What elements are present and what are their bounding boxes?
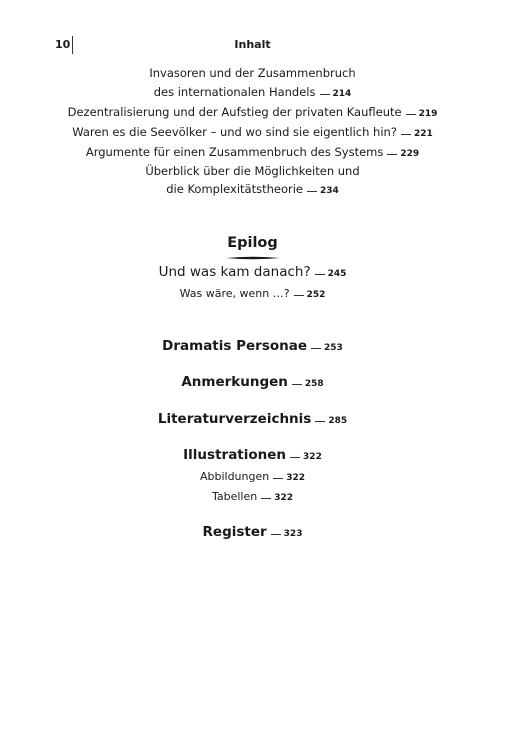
toc-section-title: Literaturverzeichnis xyxy=(157,411,312,427)
toc-page-number: 252 xyxy=(306,290,326,300)
toc-entry-text: Tabellen xyxy=(211,490,258,503)
leader-dash xyxy=(311,348,321,349)
running-head: Inhalt xyxy=(234,38,271,51)
toc-entry-text: Argumente für einen Zusammenbruch des Systems xyxy=(85,145,384,159)
page-number: 10 xyxy=(55,38,71,51)
toc-entry-text: die Komplexitätstheorie xyxy=(166,182,303,196)
toc-page-number: 322 xyxy=(286,473,306,483)
leader-dash xyxy=(307,191,317,192)
toc-section-register[interactable] xyxy=(0,524,505,540)
toc-entry-text: Überblick über die Möglichkeiten und xyxy=(145,164,360,178)
toc-entry-tabellen[interactable] xyxy=(0,490,505,503)
toc-entry-text: Und was kam danach? xyxy=(158,264,311,280)
toc-section-title: Register xyxy=(202,524,267,540)
toc-page-number: 285 xyxy=(328,416,348,426)
toc-section-illustrationen[interactable] xyxy=(0,447,505,463)
toc-entry-abbildungen[interactable] xyxy=(0,470,505,483)
toc-section-dramatis-personae[interactable] xyxy=(0,338,505,354)
toc-entry-ueberblick-line2[interactable] xyxy=(0,182,505,196)
epilog-title: Epilog xyxy=(227,235,278,251)
toc-section-title: Illustrationen xyxy=(183,447,287,463)
toc-entry-text: Waren es die Seevölker – und wo sind sie eigentlich hin? xyxy=(72,125,397,139)
toc-entry-argumente[interactable] xyxy=(0,145,505,159)
leader-dash xyxy=(315,421,325,422)
leader-dash xyxy=(401,134,411,135)
toc-entry-text: Abbildungen xyxy=(199,470,270,483)
toc-page-number: 322 xyxy=(274,493,294,503)
toc-page-number: 258 xyxy=(304,379,324,389)
leader-dash xyxy=(292,384,302,385)
leader-dash xyxy=(387,154,397,155)
leader-dash xyxy=(261,498,271,499)
ornament-swash xyxy=(226,256,280,260)
toc-page-number: 322 xyxy=(303,452,322,462)
toc-entry-text: des internationalen Handels xyxy=(153,85,316,99)
toc-page-number: 221 xyxy=(413,129,433,139)
toc-entry-text: Was wäre, wenn …? xyxy=(179,287,290,300)
toc-entry-text: Dezentralisierung und der Aufstieg der privaten Kaufleute xyxy=(67,105,402,119)
leader-dash xyxy=(290,457,300,458)
toc-entry-invasoren-line1[interactable] xyxy=(0,66,505,80)
toc-entry-dezentralisierung[interactable] xyxy=(0,105,505,119)
leader-dash xyxy=(273,478,283,479)
toc-page-number: 229 xyxy=(400,149,420,159)
toc-page-number: 253 xyxy=(324,343,343,353)
toc-page-number: 234 xyxy=(319,186,339,196)
leader-dash xyxy=(406,114,416,115)
toc-page-number: 214 xyxy=(332,89,352,99)
epilog-heading[interactable] xyxy=(0,235,505,251)
toc-entry-und-was-kam-danach[interactable] xyxy=(0,264,505,280)
toc-section-title: Dramatis Personae xyxy=(162,338,308,354)
toc-page-number: 245 xyxy=(327,269,347,279)
toc-entry-was-waere-wenn[interactable] xyxy=(0,287,505,300)
leader-dash xyxy=(294,295,304,296)
toc-page-number: 219 xyxy=(418,109,438,119)
toc-entry-invasoren-line2[interactable] xyxy=(0,85,505,99)
toc-section-anmerkungen[interactable] xyxy=(0,374,505,390)
toc-entry-text: Invasoren und der Zusammenbruch xyxy=(149,66,356,80)
toc-page-number: 323 xyxy=(283,529,303,539)
leader-dash xyxy=(315,274,325,275)
toc-entry-ueberblick-line1[interactable] xyxy=(0,164,505,178)
toc-entry-seevoelker[interactable] xyxy=(0,125,505,139)
toc-section-title: Anmerkungen xyxy=(181,374,288,390)
page-header xyxy=(0,36,505,56)
leader-dash xyxy=(271,534,281,535)
toc-section-literaturverzeichnis[interactable] xyxy=(0,411,505,427)
leader-dash xyxy=(320,94,330,95)
